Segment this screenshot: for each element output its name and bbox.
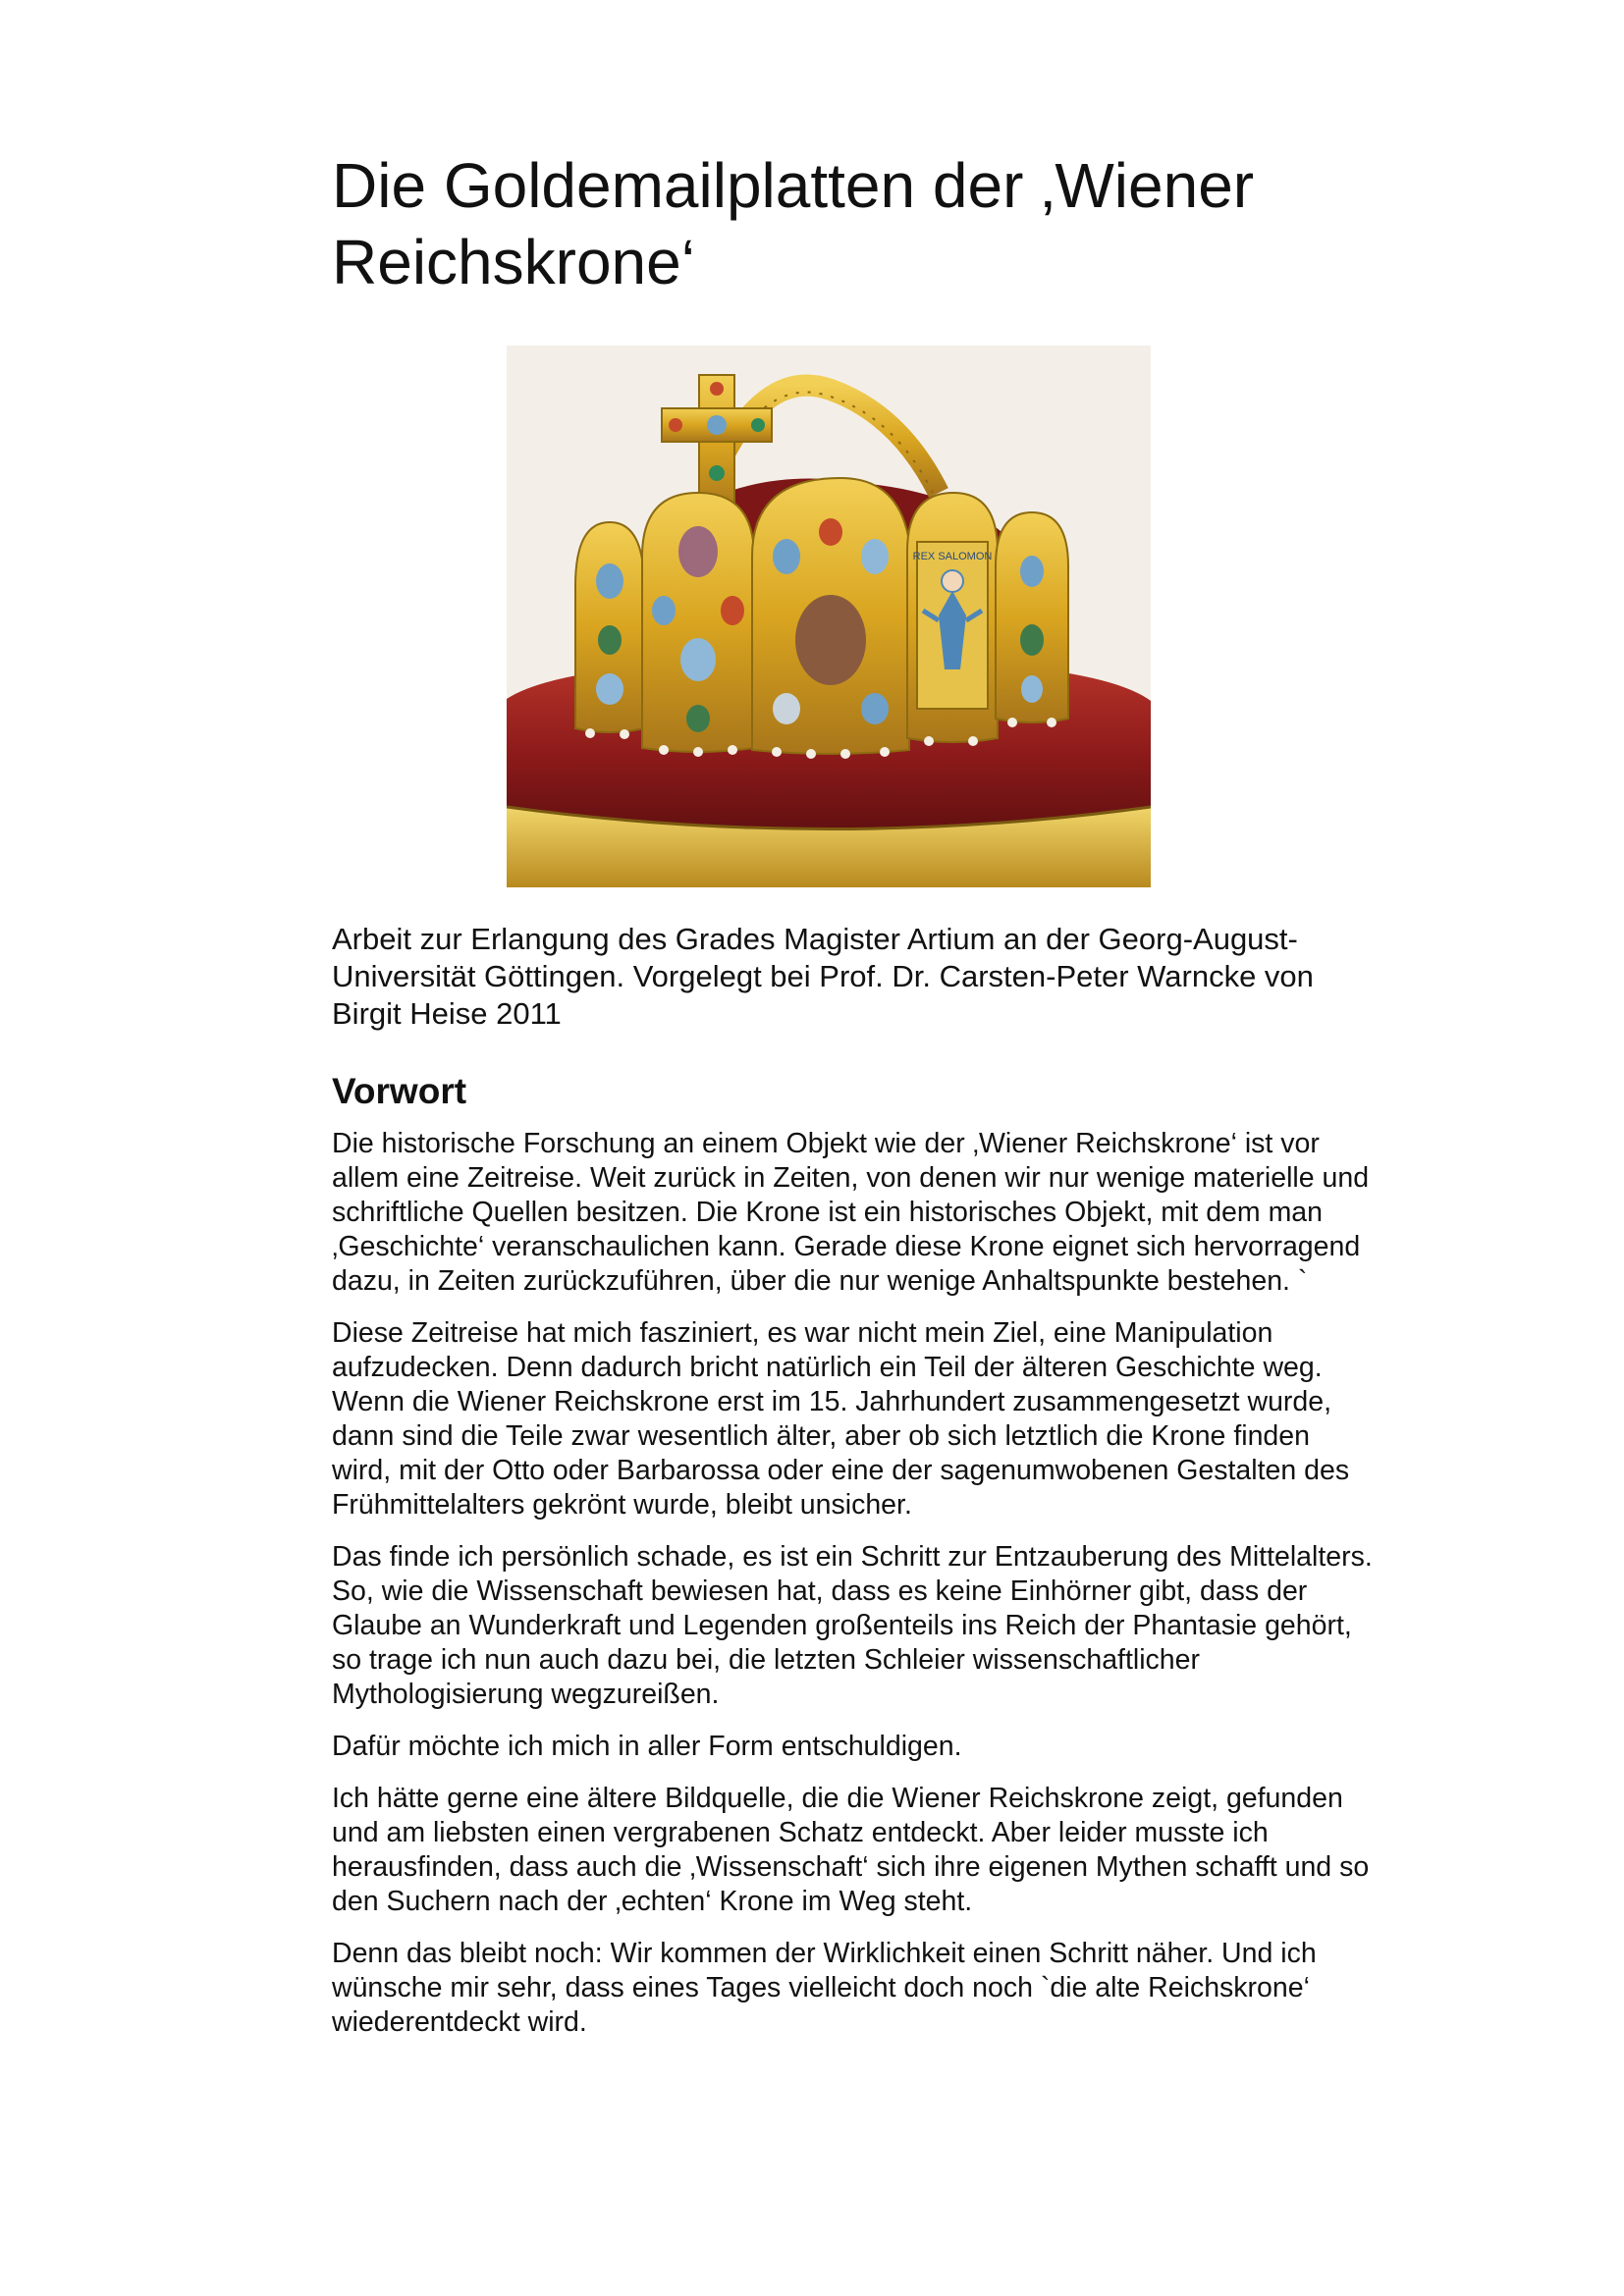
paragraph: Dafür möchte ich mich in aller Form entschuldigen. xyxy=(332,1731,962,1762)
section-heading: Vorwort xyxy=(332,1071,467,1111)
paragraph: Diese Zeitreise hat mich fasziniert, es war nicht mein Ziel, eine Manipulation aufzudecken. Denn dadurch bricht natürlich ein Teil der älteren Geschichte weg. Wenn die Wiener Reichskrone erst im 15. Jahrhundert zusammengesetzt wurde, dann sind die Teile zwar wesentlich älter, aber ob sich letztlich die Krone finden wird, mit der Otto oder Barbarossa oder eine der sagenumwobenen Gestalten des Frühmittelalters gekrönt wurde, bleibt unsicher. xyxy=(332,1317,1350,1521)
document-subtitle: Arbeit zur Erlangung des Grades Magister Artium an der Georg-August-Universität Göttingen. Vorgelegt bei Prof. Dr. Carsten-Peter Warncke von Birgit Heise 2011 xyxy=(332,922,1314,1031)
paragraph: Das finde ich persönlich schade, es ist ein Schritt zur Entzauberung des Mittelalters. So, wie die Wissenschaft bewiesen hat, dass es keine Einhörner gibt, dass der Glaube an Wunderkraft und Legenden großenteils ins Reich der Phantasie gehört, so trage ich nun auch dazu bei, die letzten Schleier wissenschaftlicher Mythologisierung wegzureißen. xyxy=(332,1541,1373,1710)
paragraph: Die historische Forschung an einem Objekt wie der ‚Wiener Reichskrone‘ ist vor allem eine Zeitreise. Weit zurück in Zeiten, von denen wir nur wenige materielle und schriftliche Quellen besitzen. Die Krone ist ein historisches Objekt, mit dem man ‚Geschichte‘ veranschaulichen kann. Gerade diese Krone eignet sich hervorragend dazu, in Zeiten zurückzuführen, über die nur wenige Anhaltspunkte bestehen. ` xyxy=(332,1128,1370,1297)
plate-inscription: REX SALOMON xyxy=(912,551,993,562)
section-body xyxy=(332,1127,1373,2057)
document-title: Die Goldemailplatten der ‚Wiener Reichskrone‘ xyxy=(332,150,1255,297)
paragraph: Denn das bleibt noch: Wir kommen der Wirklichkeit einen Schritt näher. Und ich wünsche mir sehr, dass eines Tages vielleicht doch noch `die alte Reichskrone‘ wiederentdeckt wird. xyxy=(332,1938,1317,2038)
crown-illustration xyxy=(507,346,1151,887)
paragraph: Ich hätte gerne eine ältere Bildquelle, die die Wiener Reichskrone zeigt, gefunden und am liebsten einen vergrabenen Schatz entdeckt. Aber leider musste ich herausfinden, dass auch die ‚Wissenschaft‘ sich ihre eigenen Mythen schafft und so den Suchern nach der ‚echten‘ Krone im Weg steht. xyxy=(332,1783,1370,1917)
